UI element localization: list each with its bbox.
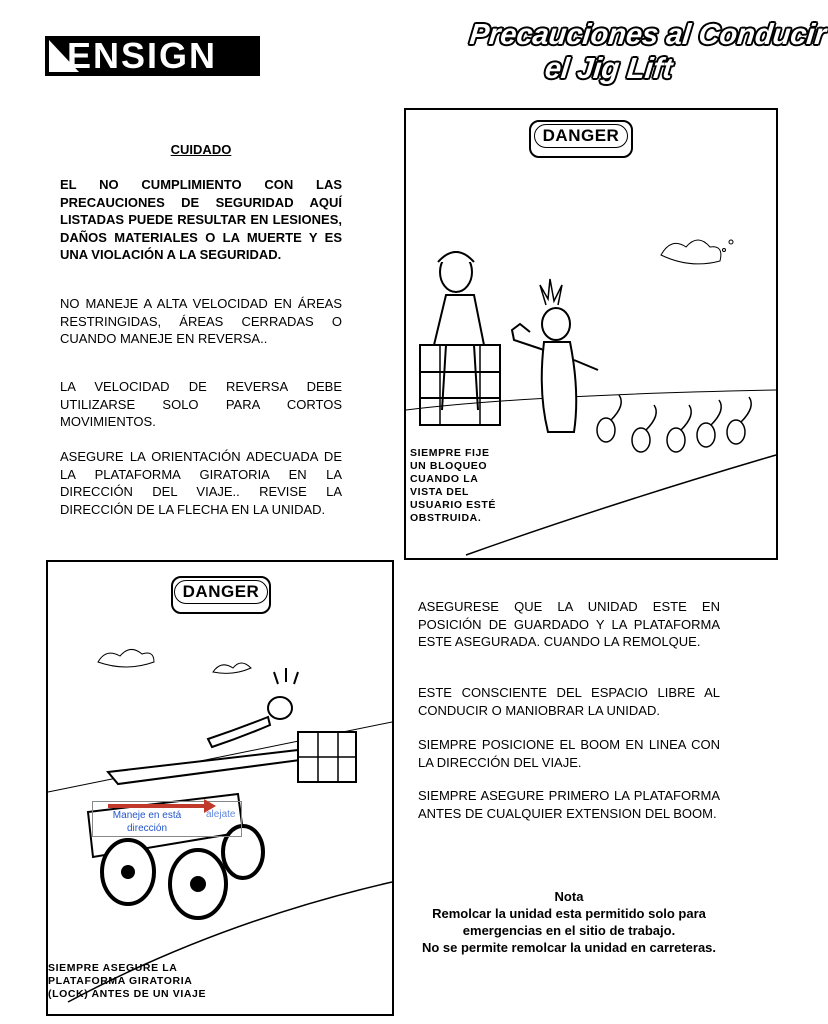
company-logo	[45, 36, 260, 76]
precaution-clearance: ESTE CONSCIENTE DEL ESPACIO LIBRE AL CONDUCIR O MANIOBRAR LA UNIDAD.	[418, 685, 720, 718]
page-title-line2: el Jig Lift	[543, 53, 675, 85]
note-line-1: Remolcar la unidad esta permitido solo para emergencias en el sitio de trabajo.	[432, 906, 706, 938]
cartoon-frame-2	[46, 560, 394, 1016]
precaution-platform-first: SIEMPRE ASEGURE PRIMERO LA PLATAFORMA ANTES DE CUALQUIER EXTENSION DEL BOOM.	[418, 788, 720, 821]
precaution-speed: NO MANEJE A ALTA VELOCIDAD EN ÁREAS RESTRINGIDAS, ÁREAS CERRADAS O CUANDO MANEJE EN REVERSA..	[60, 296, 342, 346]
precaution-reverse: LA VELOCIDAD DE REVERSA DEBE UTILIZARSE SOLO PARA CORTOS MOVIMIENTOS.	[60, 379, 342, 429]
caution-heading: CUIDADO	[170, 142, 232, 157]
caution-warning: EL NO CUMPLIMIENTO CON LAS PRECAUCIONES DE SEGURIDAD AQUÍ LISTADAS PUEDE RESULTAR EN LESIONES, DAÑOS MATERIALES O LA MUERTE Y ES UNA VIOLACIÓN A LA SEGURIDAD.	[60, 177, 342, 262]
cartoon-2-illustration	[48, 562, 392, 1014]
precaution-orientation: ASEGURE LA ORIENTACIÓN ADECUADA DE LA PLATAFORMA GIRATORIA EN LA DIRECCIÓN DEL VIAJE.. REVISE LA DIRECCIÓN DE LA FLECHA EN LA UNIDAD.	[60, 449, 342, 517]
precaution-stowed: ASEGURESE QUE LA UNIDAD ESTE EN POSICIÓN DE GUARDADO Y LA PLATAFORMA ESTE ASEGURADA. CUANDO LA REMOLQUE.	[418, 599, 720, 649]
cartoon-frame-1	[404, 108, 778, 560]
direction-annotation: Maneje en está dirección	[112, 810, 182, 834]
page-title-line1: Precauciones al Conducir	[468, 19, 828, 51]
logo-text: ENSIGN	[67, 35, 218, 76]
cartoon-2-caption: SIEMPRE ASEGURE LA PLATAFORMA GIRATORIA (LOCK) ANTES DE UN VIAJE	[48, 962, 207, 1000]
note-title: Nota	[554, 889, 584, 904]
note-block	[416, 888, 722, 956]
danger-sign-2: DANGER	[171, 576, 271, 614]
note-line-2: No se permite remolcar la unidad en carreteras.	[421, 940, 717, 955]
page-title	[464, 18, 828, 86]
direction-arrow-shaft	[108, 804, 208, 808]
danger-sign-1: DANGER	[529, 120, 633, 158]
faded-annotation: alejate	[206, 809, 236, 820]
precaution-boom-inline: SIEMPRE POSICIONE EL BOOM EN LINEA CON LA DIRECCIÓN DEL VIAJE.	[418, 737, 720, 770]
cartoon-1-caption: SIEMPRE FIJE UN BLOQUEO CUANDO LA VISTA DEL USUARIO ESTÉ OBSTRUIDA.	[410, 447, 496, 524]
